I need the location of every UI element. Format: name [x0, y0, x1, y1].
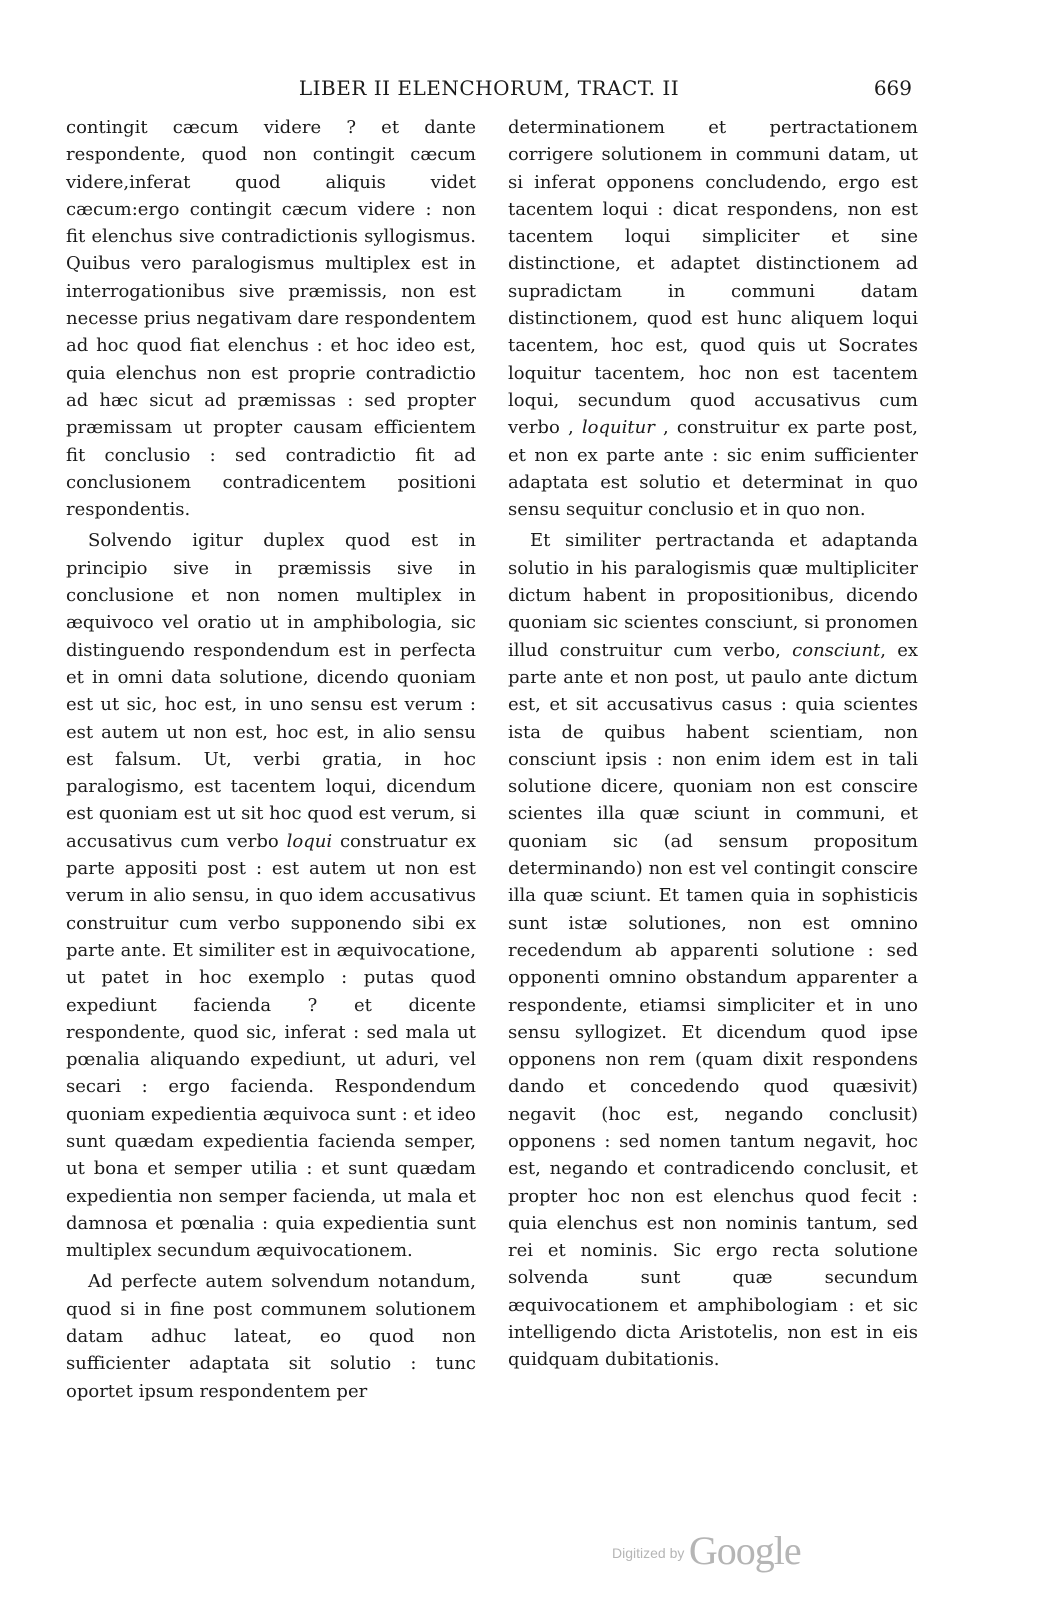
left-column: [66, 114, 476, 1405]
page-header: [66, 70, 912, 106]
right-paragraph-2-text-b: , ex parte ante et non post, ut paulo ante dictum est, et sit accusativus casus : quia scientes ista de quibus habent scientiam, non consciunt ipsis : non enim idem est in tali solutione dicere, quoniam non est conscire scientes illa quæ sciunt in communi, et quoniam sic (ad sensum propositum determinando) non est vel contingit conscire illa quæ sciunt. Et tamen quia in sophisticis sunt istæ solutiones, non est omnino recedendum ab apparenti solutione : sed opponenti omnino obstandum apparenter a respondente, etiamsi simpliciter et in uno sensu syllogizet. Et dicendum quod ipse opponens non rem (quam dixit respondens dando et concedendo quod quæsivit) negavit (hoc est, negando conclusit) opponens : sed nomen tantum negavit, hoc est, negando et contradicendo conclusit, et propter hoc non est elenchus quod fecit : quia elenchus est non nominis tantum, sed rei et nominis. Sic ergo recta solutione solvenda sunt quæ secundum æquivocationem et amphibologiam : et sic intelligendo dicta Aristotelis, non est in eis quidquam dubitationis.: [508, 639, 919, 1371]
running-head: LIBER II ELENCHORUM, TRACT. II: [298, 76, 680, 100]
right-column: [508, 114, 918, 1405]
right-paragraph-1-text-a: determinationem et pertractationem corrigere solutionem in communi datam, ut si inferat opponens concludendo, ergo est tacentem loqui : dicat respondens, non est tacentem loqui simpliciter et sine distinctione, et adaptet distinctionem ad supradictam in communi datam distinctionem, quod est hunc aliquem loqui tacentem, hoc est, quod quis ut Socrates loquitur tacentem, hoc non est tacentem loqui, secundum quod accusativus cum verbo ,: [508, 117, 918, 439]
left-paragraph-2-italic: loqui: [286, 830, 333, 852]
right-paragraph-2-text-a: Et similiter pertractanda et adaptanda solutio in his paralogismis quæ multipliciter dictum habent in propositionibus, dicendo quoniam sic scientes consciunt, si pronomen illud construitur cum verbo,: [508, 530, 918, 661]
page-number: 669: [873, 76, 912, 100]
right-paragraph-1-italic: loquitur: [581, 417, 655, 439]
left-paragraph-3: Ad perfecte autem solvendum notandum, quod si in fine post communem solutionem datam adhuc lateat, eo quod non sufficienter adaptata sit solutio : tunc oportet ipsum respondentem per: [66, 1271, 476, 1402]
google-logo: Google: [688, 1528, 801, 1573]
right-paragraph-1-text-b: , construitur ex parte post, et non ex parte ante : sic enim sufficienter adaptata est solutio et determinat in quo sensu sequitur conclusio et in quo non.: [508, 417, 918, 521]
right-paragraph-2-italic: consciunt: [792, 639, 881, 661]
left-paragraph-2-text-b: construatur ex parte appositi post : est autem ut non est verum in alio sensu, in quo idem accusativus construitur cum verbo supponendo sibi ex parte ante. Et similiter est in æquivocatione, ut patet in hoc exemplo : putas quod expediunt facienda ? et dicente respondente, quod sic, inferat : sed mala ut pœnalia aliquando expediunt, ut aduri, vel secari : ergo facienda. Respondendum quoniam expedientia æquivoca sunt : et ideo sunt quædam expedientia facienda semper, ut bona et semper utilia : et sunt quædam expedientia non semper facienda, ut mala et damnosa et pœnalia : quia expedientia sunt multiplex secundum æquivocationem.: [66, 830, 476, 1262]
text-columns: [66, 114, 918, 1405]
right-paragraph-1: [508, 114, 918, 523]
digitized-by-text: Digitized by: [612, 1545, 685, 1561]
left-paragraph-1: contingit cæcum videre ? et dante respondente, quod non contingit cæcum videre,inferat quod aliquis videt cæcum:ergo contingit cæcum videre : non fit elenchus sive contradictionis syllogismus. Quibus vero paralogismus multiplex est in interrogationibus sive præmissis, non est necesse prius negativam dare respondentem ad hoc quod fiat elenchus : et hoc ideo est, quia elenchus non est proprie contradictio ad hæc sicut ad præmissas : sed propter præmissam ut propter causam efficientem fit conclusio : sed contradictio fit ad conclusionem contradicentem positioni respondentis.: [66, 117, 476, 521]
left-paragraph-2-text-a: Solvendo igitur duplex quod est in principio sive in præmissis sive in conclusione et non nomen multiplex in æquivoco vel oratio ut in amphibologia, sic distinguendo respondendum est in perfecta et in omni data solutione, dicendo quoniam est ut sic, hoc est, in uno sensu est verum : est autem ut non est, hoc est, in alio sensu est falsum. Ut, verbi gratia, in hoc paralogismo, est tacentem loqui, dicendum est quoniam est ut sit hoc quod est verum, si accusativus cum verbo: [66, 530, 476, 852]
right-paragraph-2: [508, 527, 918, 1373]
left-paragraph-2: [66, 527, 476, 1264]
digitized-watermark: [612, 1527, 801, 1574]
